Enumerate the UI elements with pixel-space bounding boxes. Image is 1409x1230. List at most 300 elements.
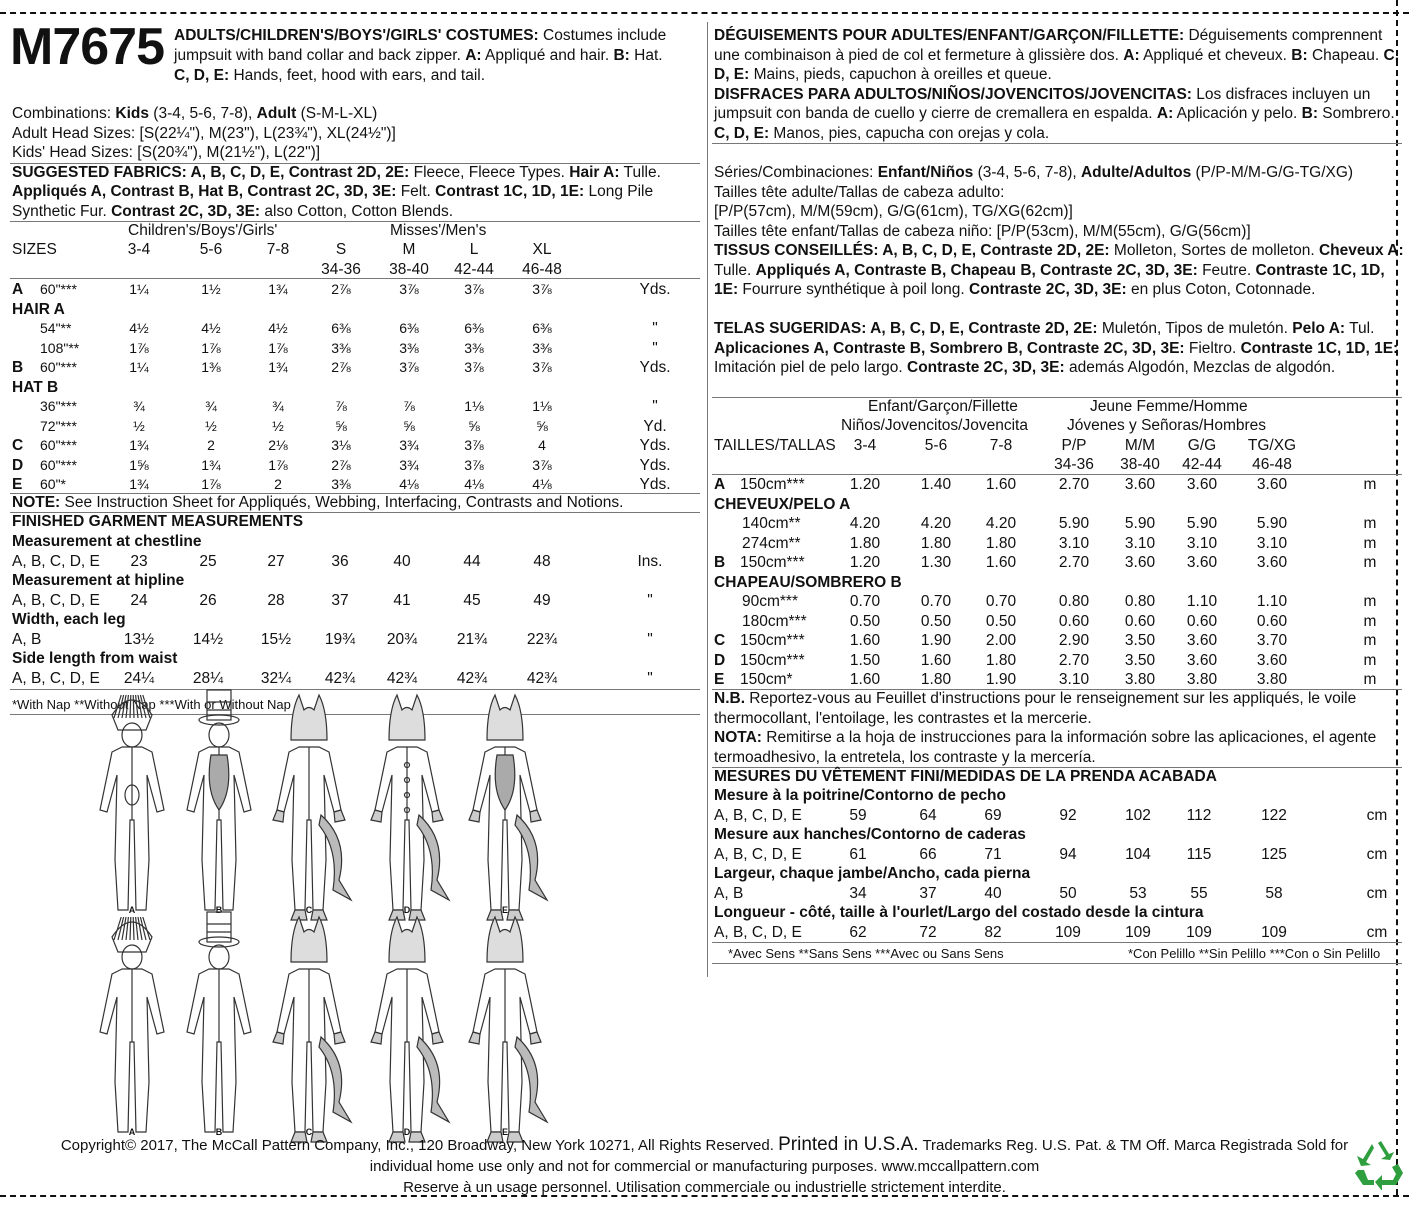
yardage-value: 3.60 [1256, 476, 1288, 493]
yardage-value: 3⅜ [331, 476, 351, 492]
size-col-5-6: 5-6 [199, 241, 223, 258]
yardage-value: ⅝ [335, 417, 347, 434]
drawing-view-d-back [357, 912, 457, 1142]
measurement-value: 122 [1261, 806, 1287, 824]
unit: Yds. [639, 359, 671, 376]
unit: Yds. [639, 437, 671, 454]
measurement-value: 109 [1186, 923, 1212, 941]
recycle-icon [1352, 1140, 1404, 1194]
yardage-value: 0.60 [1256, 612, 1288, 630]
yardage-value: 0.50 [985, 612, 1017, 630]
row-view: D [12, 456, 24, 474]
unit: cm [1366, 923, 1388, 941]
yardage-value: 1¾ [129, 437, 149, 453]
unit: " [652, 320, 658, 337]
header-fr-es: DÉGUISEMENTS POUR ADULTES/ENFANT/GARÇON/FILLETTE: Déguisements comprennent une combinaison à pied de col et fermeture à glissière dos. A: Appliqué et cheveux. B: Chapeau. C, D, E: Mains, pieds, capuchon à oreilles et queue. DISFRACES PARA ADULTOS/NIÑOS/JOVENCITOS/JOVENCITAS: Los disfraces incluyen un jumpsuit con banda de cuello y cierre de cremallera en espalda. A: Aplicación y pelo. B: Sombrero. C, D, E: Manos, pies, capucha con orejas y cola. [714, 27, 1399, 142]
measurement-value: 104 [1125, 845, 1151, 863]
yardage-value: 6⅜ [331, 320, 351, 336]
measurement-heading: Mesure à la poitrine/Contorno de pecho [714, 787, 1006, 804]
yardage-value: 0.60 [1124, 612, 1156, 630]
yardage-value: 3¾ [399, 437, 419, 453]
group-header-children-fr: Enfant/Garçon/Fillette [868, 398, 1018, 415]
measurement-value: 55 [1190, 884, 1208, 902]
yardage-value: 1.90 [985, 671, 1017, 688]
measurement-value: 25 [199, 552, 217, 570]
yardage-value: 1¾ [129, 476, 149, 492]
yardage-value: 1¼ [129, 359, 149, 375]
yardage-value: 3.10 [1058, 534, 1090, 552]
size-col-L: L [469, 241, 479, 258]
size-range: 42-44 [454, 261, 494, 278]
column-divider [707, 22, 708, 977]
yardage-value: 3⅞ [464, 437, 484, 453]
row-width: 72"*** [40, 417, 77, 434]
unit: m [1363, 651, 1377, 669]
yardage-value: 6⅜ [532, 320, 552, 336]
measurement-heading: Width, each leg [12, 611, 126, 628]
yardage-value: 1¾ [268, 281, 288, 297]
size-col: G/G [1187, 437, 1217, 454]
pattern-number-logo: M7675 [10, 18, 164, 76]
yardage-value: 3⅜ [532, 339, 552, 356]
yardage-value: 5.90 [1186, 515, 1218, 532]
yardage-value: 1⅞ [201, 339, 221, 356]
yardage-value: 1⅜ [201, 359, 221, 375]
yardage-value: 0.70 [985, 593, 1017, 610]
size-col-S: S [335, 241, 347, 258]
measurement-value: 22¾ [526, 630, 558, 648]
size-range: 46-48 [522, 261, 562, 278]
nap-legend-fr: *Avec Sens **Sans Sens ***Avec ou Sans Sens [728, 946, 1004, 961]
yardage-value: 2.00 [985, 632, 1017, 649]
group-header-adult: Misses'/Men's [390, 222, 487, 239]
yardage-value: 1.80 [920, 671, 952, 688]
row-heading: CHAPEAU/SOMBRERO B [714, 573, 902, 591]
yardage-value: 1⅞ [201, 476, 221, 492]
yardage-value: 3.60 [1186, 554, 1218, 571]
yardage-value: 3⅞ [464, 456, 484, 473]
row-view: C [714, 632, 726, 649]
row-heading: CHEVEUX/PELO A [714, 495, 851, 513]
size-range: 38-40 [1120, 456, 1160, 473]
yardage-value: 3⅞ [399, 359, 419, 375]
row-view: E [714, 671, 725, 688]
unit: m [1363, 515, 1377, 532]
yardage-value: 0.80 [1058, 593, 1090, 610]
drawing-label-c: C [305, 905, 313, 915]
drawing-view-c-back [259, 912, 359, 1142]
yardage-value: 3.60 [1124, 554, 1156, 571]
measurement-heading: Mesure aux hanches/Contorno de caderas [714, 826, 1026, 843]
row-width: 150cm*** [740, 476, 805, 493]
size-col-3-4: 3-4 [127, 241, 151, 258]
measurement-value: 34 [849, 884, 867, 902]
yardage-value: 1.80 [920, 534, 952, 552]
unit: " [647, 591, 653, 609]
yardage-value: 3.60 [1256, 651, 1288, 669]
measurement-value: 40 [393, 552, 411, 570]
unit: m [1363, 593, 1377, 610]
size-col: 3-4 [853, 437, 877, 454]
measurement-value: 48 [533, 552, 551, 570]
yardage-value: 0.70 [920, 593, 952, 610]
yardage-value: 4½ [201, 320, 221, 336]
size-range: 38-40 [389, 261, 429, 278]
yardage-value: ¾ [272, 398, 284, 414]
row-width: 60"*** [40, 456, 77, 473]
yardage-value: 1.80 [849, 534, 881, 552]
row-width: 150cm*** [740, 632, 805, 649]
yardage-value: 3⅞ [399, 281, 419, 297]
yardage-value: 4.20 [849, 515, 881, 532]
measurement-views: A, B, C, D, E [714, 806, 802, 824]
measurement-views: A, B [714, 884, 744, 902]
row-width: 60"*** [40, 437, 77, 453]
row-view: A [12, 281, 24, 298]
yardage-value: 4⅛ [399, 476, 419, 492]
row-width: 54"** [40, 320, 72, 336]
row-heading: HAIR A [12, 300, 65, 318]
yardage-value: 3.70 [1256, 632, 1288, 649]
yardage-value: 1.20 [849, 476, 881, 493]
yardage-value: 2 [207, 437, 215, 453]
row-view: B [12, 359, 24, 376]
measurement-value: 37 [919, 884, 937, 902]
fabrics-es: TELAS SUGERIDAS: A, B, C, D, E, Contraste 2D, 2E: Muletón, Tipos de muletón. Pelo A: Tul. Aplicaciones A, Contraste B, Sombrero B, Contraste 2C, 3D, 3E: Fieltro. Contraste 1C, 1D, 1E: Imitación piel de pelo largo. Contraste 2C, 3D, 3E: además Algodón, Mezclas de algodón. [714, 320, 1399, 376]
right-cut-line [1396, 0, 1398, 1195]
unit: Yd. [643, 417, 667, 435]
yardage-value: ⅝ [403, 417, 415, 434]
measurement-value: 109 [1055, 923, 1081, 941]
measurement-views: A, B, C, D, E [714, 845, 802, 863]
yardage-value: 3.80 [1124, 671, 1156, 688]
yardage-value: ⅝ [536, 417, 548, 434]
size-col-M: M [402, 241, 416, 258]
yardage-value: 3⅞ [464, 359, 484, 375]
note-en: NOTE: See Instruction Sheet for Appliqués, Webbing, Interfacing, Contrasts and Notions. [12, 494, 624, 511]
measurement-value: 28¼ [192, 669, 224, 687]
yardage-value: 1⅛ [532, 398, 552, 414]
drawing-view-d-front [357, 690, 457, 920]
measurement-value: 40 [984, 884, 1002, 902]
yardage-value: 6⅜ [399, 320, 419, 336]
row-width: 90cm*** [742, 593, 798, 610]
yardage-value: 2.70 [1058, 476, 1090, 493]
measurement-value: 115 [1186, 845, 1212, 863]
measurement-value: 42¾ [386, 669, 418, 687]
yardage-value: 3⅛ [331, 437, 351, 453]
row-width: 60"* [40, 476, 66, 492]
drawing-view-e-front [455, 690, 555, 920]
unit: m [1363, 554, 1377, 571]
unit: " [652, 398, 658, 415]
unit: " [647, 630, 653, 648]
yardage-value: 3.60 [1186, 632, 1218, 649]
nb-fr: N.B. Reportez-vous au Feuillet d'instructions pour le renseignement sur les appliqués, le voile thermocollant, l'entoilage, les contrastes et la mercerie. [714, 690, 1357, 727]
unit: m [1363, 476, 1377, 493]
yardage-value: 1.20 [849, 554, 881, 571]
measurement-heading: Measurement at hipline [12, 572, 185, 589]
yardage-value: 5.90 [1058, 515, 1090, 532]
measurement-value: 71 [984, 845, 1002, 863]
measurement-value: 94 [1059, 845, 1077, 863]
yardage-value: 1⅞ [129, 339, 149, 356]
measurement-value: 28 [267, 591, 285, 609]
measurement-views: A, B, C, D, E [12, 669, 100, 687]
combinations-en: Combinations: Kids (3-4, 5-6, 7-8), Adult (S-M-L-XL) Adult Head Sizes: [S(22¼"), M(23"), L(23¾"), XL(24½")] Kids' Head Sizes: [S(20¾"), M(21½"), L(22")] SUGGESTED FABRICS: A, B, C, D, E, Contrast 2D, 2E: Fleece, Fleece Types. Hair A: Tulle. Appliqués A, Contrast B, Hat B, Contrast 2C, 3D, 3E: Felt. Contrast 1C, 1D, 1E: Long Pile Synthetic Fur. Contrast 2C, 3D, 3E: also Cotton, Cotton Blends. [12, 105, 661, 220]
group-header-children-es: Niños/Jovencitos/Jovencita [841, 417, 1028, 434]
measurement-value: 20¾ [386, 630, 418, 648]
measurement-heading: Longueur - côté, taille à l'ourlet/Largo del costado desde la cintura [714, 904, 1204, 921]
measurement-value: 102 [1125, 806, 1151, 824]
yardage-value: 2⅞ [331, 359, 351, 375]
drawing-label-a: A [128, 1127, 136, 1137]
row-width: 108"** [40, 339, 80, 356]
measurement-value: 13½ [123, 630, 155, 648]
yardage-value: 0.60 [1186, 612, 1218, 630]
yardage-value: 1.80 [985, 534, 1017, 552]
top-cut-line [0, 12, 1409, 14]
group-header-adult-es: Jóvenes y Señoras/Hombres [1067, 417, 1267, 434]
measurement-value: 125 [1261, 845, 1287, 863]
row-width: 36"*** [40, 398, 77, 414]
yardage-value: 3.60 [1256, 554, 1288, 571]
unit: " [652, 339, 658, 357]
measurement-value: 36 [331, 552, 349, 570]
drawing-label-e: E [501, 905, 508, 915]
measurement-value: 19¾ [324, 630, 356, 648]
unit: cm [1366, 806, 1388, 824]
yardage-value: 4½ [268, 320, 288, 336]
yardage-value: ⅞ [335, 398, 347, 414]
size-col: M/M [1124, 437, 1156, 454]
row-view: D [714, 651, 726, 669]
group-header-children: Children's/Boys'/Girls' [128, 222, 278, 239]
yardage-value: 3.50 [1124, 651, 1156, 669]
drawing-label-b: B [215, 1127, 223, 1137]
yardage-value: 1⅝ [129, 456, 149, 473]
measurement-value: 23 [130, 552, 148, 570]
combinations-fr: Séries/Combinaciones: Enfant/Niños (3-4, 5-6, 7-8), Adulte/Adultos (P/P-M/M-G/G-TG/XG) Tailles tête adulte/Tallas de cabeza adulto: [P/P(57cm), M/M(59cm), G/G(61cm), TG/XG(62cm)] Tailles tête enfant/Tallas de cabeza niño: [P/P(53cm), M/M(55cm), G/G(56cm)] [714, 164, 1354, 240]
measurement-views: A, B, C, D, E [12, 552, 100, 570]
drawing-label-d: D [403, 1127, 411, 1137]
measurement-heading: Largeur, chaque jambe/Ancho, cada pierna [714, 865, 1031, 882]
row-width: 60"*** [40, 281, 77, 297]
measurement-value: 15½ [260, 630, 292, 648]
row-heading: HAT B [12, 378, 59, 396]
drawing-label-b: B [215, 905, 223, 915]
sizes-label: SIZES [12, 241, 57, 258]
yardage-value: 3⅞ [532, 281, 552, 297]
nap-legend-en: *With Nap **Without Nap ***With or Without Nap [12, 697, 291, 712]
row-view: C [12, 437, 24, 454]
yardage-value: 3.60 [1186, 651, 1218, 669]
yardage-value: 4⅛ [464, 476, 484, 492]
measurement-value: 92 [1059, 806, 1077, 824]
measurement-value: 72 [919, 923, 937, 941]
yardage-value: 0.50 [849, 612, 881, 630]
yardage-value: 0.60 [1058, 612, 1090, 630]
row-view: E [12, 476, 23, 493]
size-range: 34-36 [1054, 456, 1094, 473]
row-width: 274cm** [742, 534, 801, 552]
yardage-value: 4⅛ [532, 476, 552, 492]
size-col-7-8: 7-8 [266, 241, 290, 258]
yardage-value: 3.60 [1124, 476, 1156, 493]
yardage-value: 3.10 [1058, 671, 1090, 688]
size-col-XL: XL [532, 241, 552, 258]
drawing-view-b-back [169, 912, 269, 1142]
yardage-value: 1⅞ [268, 456, 288, 473]
measurement-value: 69 [984, 806, 1002, 824]
yardage-value: 3.50 [1124, 632, 1156, 649]
unit: Yds. [639, 281, 671, 298]
measurement-value: 14½ [192, 630, 224, 648]
measurement-value: 24 [130, 591, 148, 609]
group-header-adult-fr: Jeune Femme/Homme [1090, 398, 1248, 415]
row-width: 150cm*** [740, 554, 805, 571]
yardage-value: 1.50 [849, 651, 881, 669]
drawing-label-a: A [128, 905, 136, 915]
unit: cm [1366, 884, 1388, 902]
yardage-value: 5.90 [1256, 515, 1288, 532]
size-col: TG/XG [1247, 437, 1297, 454]
measurement-value: 66 [919, 845, 937, 863]
row-width: 140cm** [742, 515, 801, 532]
finished-title-en: FINISHED GARMENT MEASUREMENTS [12, 513, 304, 530]
yardage-value: 1⅛ [464, 398, 484, 414]
yardage-value: 1½ [201, 281, 221, 297]
measurement-value: 109 [1125, 923, 1151, 941]
yardage-value: 4.20 [985, 515, 1017, 532]
size-col: 5-6 [924, 437, 948, 454]
drawing-view-a-back [82, 912, 182, 1142]
measurement-value: 59 [849, 806, 867, 824]
measurement-value: 50 [1059, 884, 1077, 902]
measurement-value: 26 [199, 591, 217, 609]
finished-title-fr: MESURES DU VÊTEMENT FINI/MEDIDAS DE LA PRENDA ACABADA [714, 768, 1217, 785]
drawing-view-c-front [259, 690, 359, 920]
measurement-value: 41 [393, 591, 411, 609]
nap-legend-es: *Con Pelillo **Sin Pelillo ***Con o Sin Pelillo [1128, 946, 1381, 961]
yardage-value: 3¾ [399, 456, 419, 473]
measurement-value: 64 [919, 806, 937, 824]
drawing-view-e-back [455, 912, 555, 1142]
yardage-value: 1.30 [920, 554, 952, 571]
measurement-views: A, B, C, D, E [714, 923, 802, 941]
yardage-value: 1.80 [985, 651, 1017, 669]
yardage-value: 6⅜ [464, 320, 484, 336]
measurement-value: 109 [1261, 923, 1287, 941]
yardage-value: 3.80 [1186, 671, 1218, 688]
size-col: P/P [1061, 437, 1087, 454]
drawing-label-d: D [403, 905, 411, 915]
size-col: 7-8 [989, 437, 1013, 454]
drawing-view-b-front [169, 690, 269, 920]
yardage-value: 3.10 [1186, 534, 1218, 552]
measurement-value: 49 [533, 591, 551, 609]
sizes-label-fr: TAILLES/TALLAS [714, 437, 836, 454]
measurement-views: A, B, C, D, E [12, 591, 100, 609]
copyright-footer: Copyright© 2017, The McCall Pattern Company, Inc., 120 Broadway, New York 10271, All Rights Reserved. Printed in U.S.A. Trademarks Reg. U.S. Pat. & TM Off. Marca Registrada Sold for individual home use only and not for commercial or manufacturing purposes. www.mccallpattern.com Reserve à un usage personnel. Utilisation commerciale ou industrielle strictement interdite. [60, 1134, 1349, 1196]
drawing-label-e: E [501, 1127, 508, 1137]
yardage-value: 1.90 [920, 632, 952, 649]
yardage-value: 0.80 [1124, 593, 1156, 610]
yardage-value: 1⅞ [268, 339, 288, 356]
yardage-value: 4 [538, 437, 546, 453]
measurement-value: 27 [267, 552, 285, 570]
measurement-value: 45 [463, 591, 481, 609]
measurement-value: 21¾ [456, 630, 488, 648]
measurement-value: 82 [984, 923, 1002, 941]
row-view: A [714, 476, 726, 493]
unit: cm [1366, 845, 1388, 863]
size-range: 42-44 [1182, 456, 1222, 473]
yardage-value: 1¼ [129, 281, 149, 297]
measurement-value: 24¼ [123, 669, 155, 687]
yardage-value: 3.10 [1124, 534, 1156, 552]
yardage-value: 1.10 [1186, 593, 1218, 610]
yardage-value: 1.60 [985, 554, 1017, 571]
measurement-value: 62 [849, 923, 867, 941]
yardage-value: 2⅞ [331, 456, 351, 473]
yardage-value: 3⅞ [532, 456, 552, 473]
unit: Yds. [639, 456, 671, 474]
unit: m [1363, 632, 1377, 649]
yardage-value: ½ [205, 417, 217, 434]
yardage-value: 3.10 [1256, 534, 1288, 552]
yardage-value: 1.10 [1256, 593, 1288, 610]
drawing-label-c: C [305, 1127, 313, 1137]
measurement-value: 61 [849, 845, 867, 863]
measurement-heading: Side length from waist [12, 650, 178, 667]
yardage-value: ¾ [133, 398, 145, 414]
row-width: 150cm*** [740, 651, 805, 669]
yardage-value: ½ [272, 417, 284, 434]
measurement-value: 37 [331, 591, 349, 609]
yardage-value: 0.70 [849, 593, 881, 610]
yardage-value: 3⅜ [464, 339, 484, 356]
yardage-value: 2.70 [1058, 651, 1090, 669]
measurement-value: 58 [1265, 884, 1283, 902]
measurement-value: 53 [1129, 884, 1147, 902]
measurement-value: 32¼ [260, 669, 292, 687]
yardage-value: 1¾ [201, 456, 221, 473]
measurement-value: 42¾ [456, 669, 488, 687]
yardage-value: 2.90 [1058, 632, 1090, 649]
yardage-value: 4½ [129, 320, 149, 336]
yardage-value: 2.70 [1058, 554, 1090, 571]
yardage-value: ¾ [205, 398, 217, 414]
yardage-value: 1.60 [849, 671, 881, 688]
measurement-views: A, B [12, 630, 42, 648]
yardage-value: 5.90 [1124, 515, 1156, 532]
unit: m [1363, 671, 1377, 688]
yardage-value: ⅞ [403, 398, 415, 414]
unit: Ins. [637, 552, 663, 570]
yardage-value: 3.80 [1256, 671, 1288, 688]
size-range: 34-36 [321, 261, 361, 278]
yardage-value: 3⅜ [399, 339, 419, 356]
yardage-value: 4.20 [920, 515, 952, 532]
yardage-value: ½ [133, 417, 145, 434]
yardage-value: ⅝ [468, 417, 480, 434]
unit: " [647, 669, 653, 687]
header-en: ADULTS/CHILDREN'S/BOYS'/GIRLS' COSTUMES: Costumes include jumpsuit with band collar and back zipper. A: Appliqué and hair. B: Hat. C, D, E: Hands, feet, hood with ears, and tail. [174, 27, 667, 84]
row-width: 60"*** [40, 359, 77, 375]
unit: m [1363, 612, 1377, 630]
measurement-value: 112 [1186, 806, 1212, 824]
